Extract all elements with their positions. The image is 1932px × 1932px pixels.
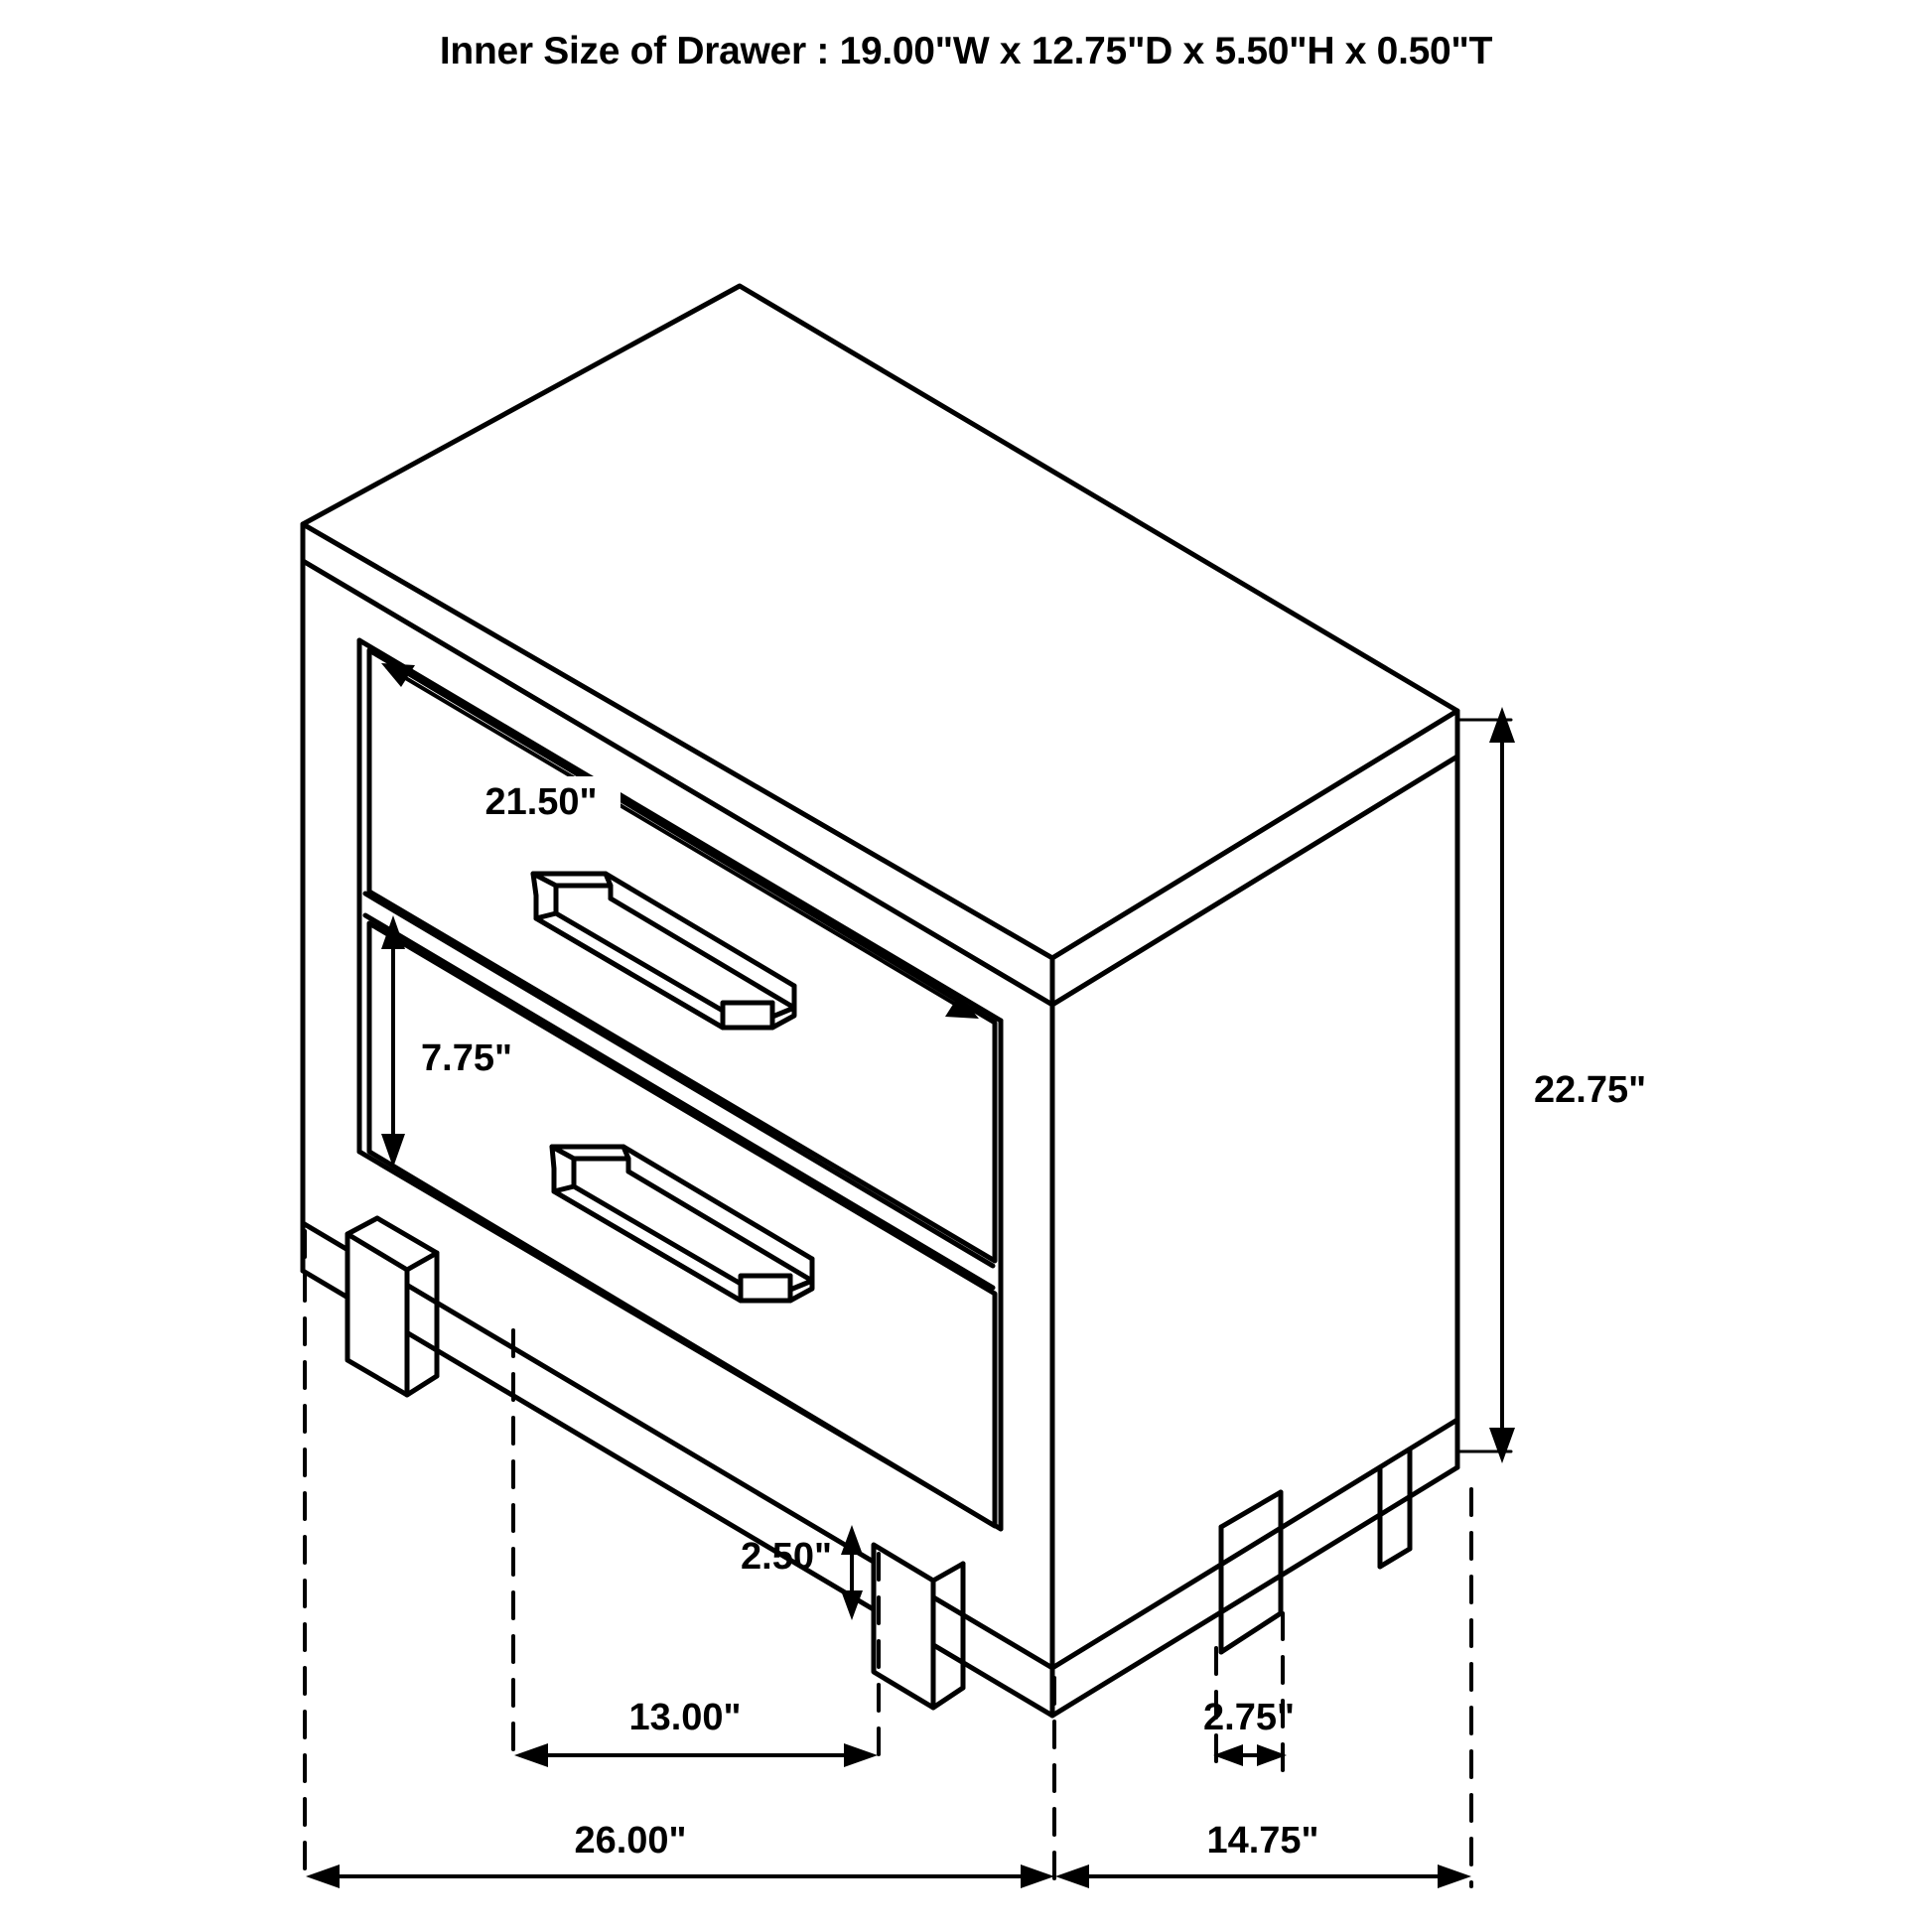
dimension-overall-width bbox=[306, 1864, 1054, 1888]
label-leg-width: 2.75" bbox=[1203, 1697, 1295, 1738]
dimension-leg-width bbox=[1213, 1744, 1287, 1766]
label-lower-drawer-height: 7.75" bbox=[421, 1037, 512, 1079]
label-apron-height: 2.50" bbox=[741, 1536, 832, 1578]
label-overall-depth: 14.75" bbox=[1206, 1820, 1319, 1862]
dimension-foot-spacing bbox=[514, 1743, 878, 1767]
label-overall-width: 26.00" bbox=[574, 1820, 687, 1862]
dimension-overall-height bbox=[1457, 707, 1515, 1463]
label-upper-drawer-width: 21.50" bbox=[484, 781, 598, 823]
dimension-overall-depth bbox=[1055, 1864, 1471, 1888]
page-title: Inner Size of Drawer : 19.00"W x 12.75"D x 5.50"H x 0.50"T bbox=[439, 30, 1493, 72]
label-foot-spacing: 13.00" bbox=[628, 1697, 742, 1738]
label-overall-height: 22.75" bbox=[1534, 1069, 1647, 1111]
